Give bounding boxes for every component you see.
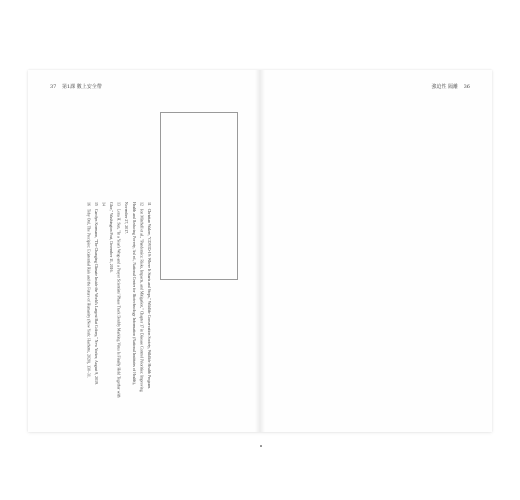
- endnote-number: 16: [86, 202, 91, 206]
- boxed-note: [160, 112, 238, 280]
- endnote-number: 13: [116, 202, 121, 206]
- scan-speck: [260, 445, 262, 447]
- endnote: [144, 202, 152, 402]
- left-page-number: 37: [50, 84, 57, 90]
- book-spread: [28, 70, 492, 432]
- endnote-text: Toby Ord, The Precipice: Existential Risk and the Future of Humanity (New York: Hachette, 2020), 130–31.: [86, 208, 91, 378]
- endnote-number: 14: [101, 202, 106, 206]
- right-running-head: [431, 84, 474, 90]
- boxed-note-text: [166, 119, 232, 273]
- endnote-text: Jon Mitchell et al., "Pandemics: Risks, Impacts, and Mitigation," Chapter 17 in Disease Control Priorities: Improving Health and Reducing Poverty, 3rd ed., National Center for Biotechnology Information (National Institutes of Health), November 27, 2017.: [124, 202, 144, 392]
- running-title: 強迫性 隔離: [431, 84, 459, 90]
- body-text: [278, 100, 474, 382]
- left-running-head: [46, 84, 102, 90]
- endnote-number: 15: [93, 202, 98, 206]
- right-page-number: 36: [463, 84, 470, 90]
- endnote-text: Carolyn Kormann, "The Changing Climate Inside the World's Largest Bat Colony," New Yorker, August 9, 2019.: [93, 208, 98, 385]
- endnote: [84, 202, 92, 402]
- endnote: [106, 202, 121, 402]
- endnote: [91, 202, 99, 402]
- endnote: [122, 202, 145, 402]
- endnote-number: 12: [139, 202, 144, 206]
- endnote-number: 11: [147, 202, 151, 206]
- left-page: [28, 70, 259, 432]
- chapter-title: 數上安全帶: [76, 84, 102, 90]
- right-page: [260, 70, 492, 432]
- endnote-text: Christian Walzer, "COVID-19: Where It Starts and Stops," Wildlife Conservation Society, Wildlife Health Program.: [147, 208, 151, 390]
- endnote-text: Lena H. Sun, "In a Year's Wrap and a Prayer Scientists' Phase Track Doubly Marking Virus Is Finally Held Together with Glue," Washington Post, December 11, 2016.: [109, 202, 121, 398]
- endnote: [99, 202, 107, 402]
- endnotes: [40, 202, 152, 402]
- chapter-label: 第1課: [61, 84, 76, 90]
